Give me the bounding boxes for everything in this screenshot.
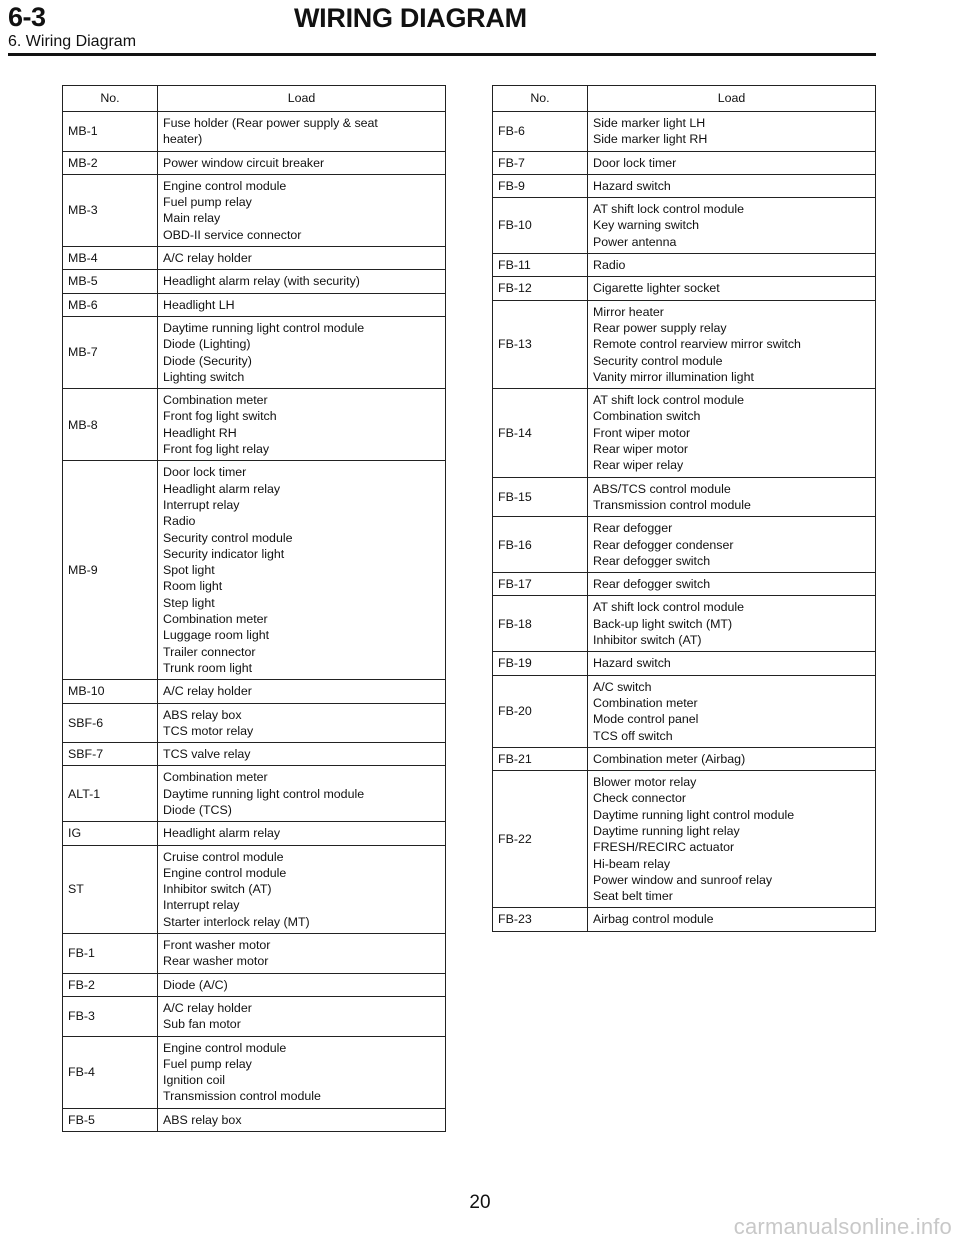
load-item: Fuel pump relay [163,1056,252,1071]
fuse-number: MB-6 [63,293,158,316]
load-item: Blower motor relay [593,775,697,790]
load-list [588,675,876,747]
table-row [63,293,446,316]
load-item: Main relay [163,211,221,226]
load-list [158,845,446,933]
column-header-no: No. [493,86,588,112]
load-item: Vanity mirror illumination light [593,369,754,384]
fuse-number: FB-12 [493,277,588,300]
table-row [63,174,446,246]
fuse-number: FB-14 [493,389,588,477]
right-table-body [493,112,876,932]
column-header-no: No. [63,86,158,112]
load-item: Seat belt timer [593,889,673,904]
load-item: Interrupt relay [163,497,240,512]
load-list [588,747,876,770]
fuse-number: FB-2 [63,973,158,996]
load-list [158,680,446,703]
load-item: ABS relay box [163,1112,242,1127]
fuse-number: FB-7 [493,151,588,174]
load-item: Sub fan motor [163,1017,241,1032]
load-list [588,771,876,908]
load-list [588,573,876,596]
load-item: ABS/TCS control module [593,481,731,496]
load-list [158,316,446,388]
fuse-number: MB-3 [63,174,158,246]
table-row [63,316,446,388]
table-row [63,822,446,845]
load-item: Radio [163,514,196,529]
load-list [588,908,876,931]
load-item: Step light [163,595,215,610]
table-row [63,247,446,270]
column-header-load: Load [158,86,446,112]
section-code: 6-3 [8,2,46,32]
load-list [588,477,876,517]
fuse-number: FB-15 [493,477,588,517]
load-item: Power window and sunroof relay [593,872,773,887]
load-list [158,703,446,743]
load-list [588,174,876,197]
load-list [588,300,876,388]
load-item: Security indicator light [163,546,285,561]
load-item: Front fog light switch [163,409,277,424]
load-item: A/C relay holder [163,1000,252,1015]
load-list [588,151,876,174]
load-item: Trunk room light [163,660,253,675]
load-item: Diode (Security) [163,353,252,368]
table-row [63,112,446,152]
table-row [63,703,446,743]
load-item: Fuse holder (Rear power supply & seat [163,116,378,130]
load-item: Diode (Lighting) [163,337,251,352]
load-list [158,743,446,766]
load-list [158,822,446,845]
load-item: Door lock timer [593,155,677,170]
load-list [158,934,446,974]
table-row [63,461,446,680]
load-item: Inhibitor switch (AT) [593,633,702,648]
load-item: Door lock timer [163,465,247,480]
load-item: AT shift lock control module [593,600,745,615]
table-row [493,389,876,477]
load-item: Daytime running light control module [163,320,365,335]
table-row [493,771,876,908]
fuse-number: MB-7 [63,316,158,388]
load-item: A/C relay holder [163,684,252,699]
load-item: Cruise control module [163,849,284,864]
load-item: Daytime running light control module [163,786,365,801]
fuse-number: ALT-1 [63,766,158,822]
fuse-number: IG [63,822,158,845]
load-list [158,1108,446,1131]
load-item: Mode control panel [593,712,699,727]
load-item: Hazard switch [593,178,671,193]
page-number: 20 [469,1192,491,1213]
load-list [158,151,446,174]
load-list [158,270,446,293]
left-load-table [62,85,446,1132]
load-item: Rear washer motor [163,954,269,969]
table-row [63,845,446,933]
load-list [158,247,446,270]
load-list [158,766,446,822]
load-item: Front wiper motor [593,425,691,440]
load-list [588,596,876,652]
load-item: Fuel pump relay [163,195,252,210]
load-item: Starter interlock relay (MT) [163,914,310,929]
load-item: Rear defogger condenser [593,537,734,552]
load-item: Remote control rearview mirror switch [593,337,801,352]
load-list [588,198,876,254]
table-row [63,766,446,822]
load-item: Radio [593,258,626,273]
fuse-number: MB-2 [63,151,158,174]
load-item: Combination meter [593,695,698,710]
table-row [493,596,876,652]
fuse-number: FB-11 [493,254,588,277]
load-item: Key warning switch [593,218,700,233]
load-item: Cigarette lighter socket [593,281,720,296]
load-item: Power antenna [593,234,677,249]
load-list [158,973,446,996]
load-list [588,517,876,573]
load-item: Rear wiper relay [593,458,684,473]
fuse-number: MB-1 [63,112,158,152]
fuse-number: MB-10 [63,680,158,703]
table-row [493,675,876,747]
load-item: AT shift lock control module [593,393,745,408]
load-item: Airbag control module [593,912,714,927]
load-list [158,1036,446,1108]
fuse-number: FB-19 [493,652,588,675]
fuse-number: FB-13 [493,300,588,388]
fuse-number: SBF-7 [63,743,158,766]
column-header-load: Load [588,86,876,112]
load-item: Spot light [163,563,215,578]
load-item: FRESH/RECIRC actuator [593,840,735,855]
load-item: TCS valve relay [163,747,251,762]
load-item: AT shift lock control module [593,202,745,217]
load-list [158,389,446,461]
table-row [493,254,876,277]
table-row [493,198,876,254]
load-item: Transmission control module [163,1089,321,1104]
load-item: Headlight alarm relay [163,826,281,841]
right-load-table [492,85,876,932]
load-item: Trailer connector [163,644,256,659]
table-row [63,1108,446,1131]
header-rule [8,53,876,56]
table-row [493,747,876,770]
load-item: Room light [163,579,223,594]
subsection-title: 6. Wiring Diagram [8,33,137,50]
fuse-number: MB-9 [63,461,158,680]
fuse-number: FB-20 [493,675,588,747]
fuse-number: FB-6 [493,112,588,152]
load-item: Side marker light LH [593,116,706,130]
load-item: Back-up light switch (MT) [593,616,733,631]
load-list [588,112,876,152]
load-list [158,996,446,1036]
table-row [63,743,446,766]
page-title: WIRING DIAGRAM [294,3,527,33]
load-item: Headlight alarm relay (with security) [163,274,360,289]
table-row [63,151,446,174]
table-row [63,934,446,974]
load-item: Side marker light RH [593,132,708,147]
table-row [493,112,876,152]
load-list [158,461,446,680]
load-item: Combination switch [593,409,701,424]
load-item: Rear defogger [593,521,673,536]
load-list [588,389,876,477]
fuse-number: FB-9 [493,174,588,197]
table-row [493,573,876,596]
load-item: Check connector [593,791,686,806]
load-item: Hi-beam relay [593,856,671,871]
load-item: Hazard switch [593,656,671,671]
load-item: Engine control module [163,1040,287,1055]
load-item: Rear defogger switch [593,577,711,592]
load-item: Combination meter (Airbag) [593,751,746,766]
load-item: Engine control module [163,178,287,193]
load-item: Headlight alarm relay [163,481,281,496]
load-list [588,277,876,300]
fuse-number: FB-21 [493,747,588,770]
load-list [158,174,446,246]
load-item: Headlight LH [163,297,235,312]
load-item: ABS relay box [163,707,242,722]
load-item: Front washer motor [163,938,271,953]
load-item: OBD-II service connector [163,227,302,242]
load-item: Mirror heater [593,304,664,319]
table-row [493,300,876,388]
fuse-number: FB-3 [63,996,158,1036]
load-item: A/C relay holder [163,251,252,266]
load-item: Combination meter [163,612,268,627]
load-list [588,254,876,277]
left-table-body [63,112,446,1132]
table-row [63,996,446,1036]
load-item: Headlight RH [163,425,237,440]
table-header-row [493,86,876,112]
table-row [63,1036,446,1108]
fuse-number: MB-4 [63,247,158,270]
load-item: Ignition coil [163,1073,225,1088]
fuse-number: FB-18 [493,596,588,652]
table-row [493,652,876,675]
fuse-number: FB-22 [493,771,588,908]
load-item: Engine control module [163,865,287,880]
load-item: A/C switch [593,679,652,694]
table-row [493,151,876,174]
load-item: Security control module [593,353,723,368]
table-row [493,277,876,300]
table-row [63,389,446,461]
watermark: carmanualsonline.info [733,1214,952,1239]
fuse-number: SBF-6 [63,703,158,743]
load-item: Power window circuit breaker [163,155,325,170]
load-item: Daytime running light relay [593,823,740,838]
load-item: Interrupt relay [163,898,240,913]
load-item: Diode (A/C) [163,977,228,992]
fuse-number: FB-10 [493,198,588,254]
fuse-number: MB-8 [63,389,158,461]
load-item: Combination meter [163,770,268,785]
load-item: Daytime running light control module [593,807,795,822]
table-row [493,477,876,517]
load-item: Luggage room light [163,628,270,643]
load-item: Diode (TCS) [163,802,232,817]
load-item: heater) [163,132,203,147]
load-item: Inhibitor switch (AT) [163,882,272,897]
load-item: Rear wiper motor [593,442,689,457]
load-list [588,652,876,675]
table-header-row [63,86,446,112]
load-item: Lighting switch [163,369,245,384]
fuse-number: FB-1 [63,934,158,974]
table-row [63,680,446,703]
fuse-number: FB-4 [63,1036,158,1108]
fuse-number: ST [63,845,158,933]
fuse-number: FB-5 [63,1108,158,1131]
load-item: Rear power supply relay [593,320,727,335]
load-item: Security control module [163,530,293,545]
fuse-number: FB-16 [493,517,588,573]
load-item: Combination meter [163,393,268,408]
load-list [158,112,446,152]
table-row [63,270,446,293]
load-item: Transmission control module [593,497,751,512]
table-row [493,908,876,931]
table-row [493,517,876,573]
load-item: Rear defogger switch [593,553,711,568]
table-row [493,174,876,197]
load-item: TCS motor relay [163,723,254,738]
table-row [63,973,446,996]
load-list [158,293,446,316]
fuse-number: MB-5 [63,270,158,293]
load-item: Front fog light relay [163,442,270,457]
fuse-number: FB-17 [493,573,588,596]
load-item: TCS off switch [593,728,673,743]
fuse-number: FB-23 [493,908,588,931]
